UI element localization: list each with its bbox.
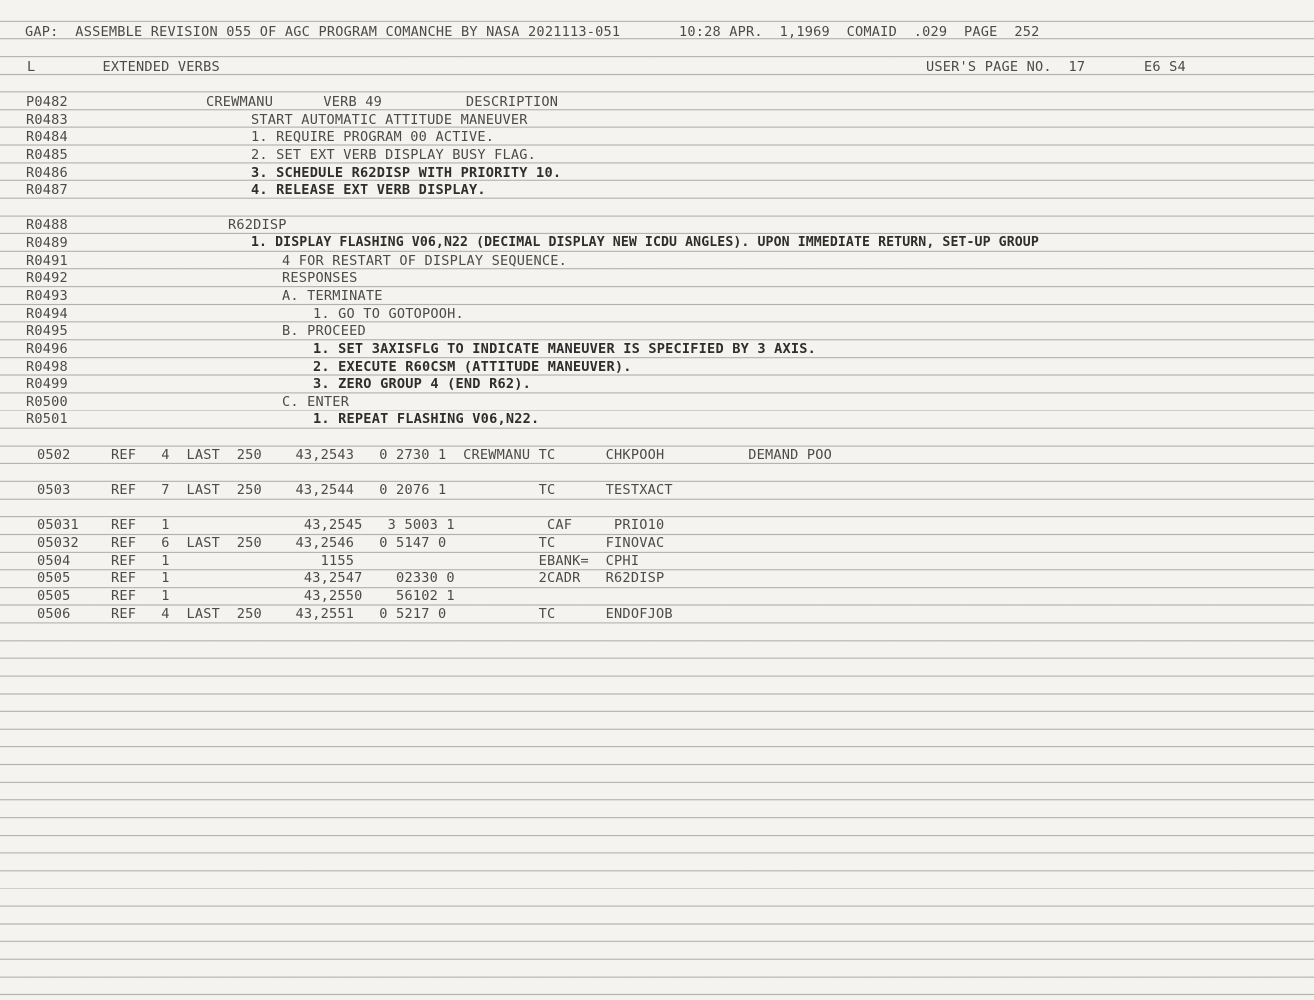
code-loc: 0505	[37, 588, 71, 604]
code-line: REF 1 43,2545 3 5003 1 CAF PRIO10	[111, 517, 665, 533]
remark-id: R0501	[26, 411, 68, 427]
code-line: REF 1 43,2547 02330 0 2CADR R62DISP	[111, 570, 665, 586]
remark-id: R0495	[26, 323, 68, 339]
remark-text: 2. SET EXT VERB DISPLAY BUSY FLAG.	[251, 147, 537, 163]
code-loc: 0506	[37, 606, 71, 622]
code-loc: 0502	[37, 447, 71, 463]
remark-text: 3. SCHEDULE R62DISP WITH PRIORITY 10.	[251, 165, 562, 181]
remark-id: R0500	[26, 394, 68, 410]
remark-id: R0496	[26, 341, 68, 357]
remark-text: A. TERMINATE	[282, 288, 383, 304]
user-page-number: USER'S PAGE NO. 17 E6 S4	[926, 59, 1186, 75]
code-loc: 0503	[37, 482, 71, 498]
remark-text: 3. ZERO GROUP 4 (END R62).	[313, 376, 531, 392]
remark-text: C. ENTER	[282, 394, 350, 410]
remark-id: R0494	[26, 306, 68, 322]
remark-text: 1. SET 3AXISFLG TO INDICATE MANEUVER IS SPECIFIED BY 3 AXIS.	[313, 341, 817, 357]
remark-text: RESPONSES	[282, 270, 358, 286]
remark-text: 1. DISPLAY FLASHING V06,N22 (DECIMAL DISPLAY NEW ICDU ANGLES). UPON IMMEDIATE RETURN, SET-UP GROUP	[251, 235, 1039, 250]
code-loc: 05032	[37, 535, 79, 551]
remark-id: R0487	[26, 182, 68, 198]
code-line: REF 4 LAST 250 43,2543 0 2730 1 CREWMANU TC CHKPOOH DEMAND POO	[111, 447, 833, 463]
remark-text: 1. REQUIRE PROGRAM 00 ACTIVE.	[251, 129, 495, 145]
remark-text: B. PROCEED	[282, 323, 366, 339]
code-line: REF 4 LAST 250 43,2551 0 5217 0 TC ENDOFJOB	[111, 606, 673, 622]
remark-id: R0499	[26, 376, 68, 392]
remark-text: R62DISP	[228, 217, 287, 233]
remark-id: R0488	[26, 217, 68, 233]
remark-id: R0486	[26, 165, 68, 181]
header-line: GAP: ASSEMBLE REVISION 055 OF AGC PROGRAM COMANCHE BY NASA 2021113-051 10:28 APR. 1,1969 COMAID .029 PAGE 252	[25, 24, 1040, 40]
remark-id: P0482	[26, 94, 68, 110]
remark-id: R0491	[26, 253, 68, 269]
code-line: REF 1 43,2550 56102 1	[111, 588, 455, 604]
section-title: L EXTENDED VERBS	[27, 59, 220, 75]
code-line: REF 1 1155 EBANK= CPHI	[111, 553, 640, 569]
remark-text: 2. EXECUTE R60CSM (ATTITUDE MANEUVER).	[313, 359, 632, 375]
remark-text: 1. GO TO GOTOPOOH.	[313, 306, 464, 322]
remark-id: R0489	[26, 235, 68, 251]
remark-text: 4 FOR RESTART OF DISPLAY SEQUENCE.	[282, 253, 568, 269]
code-line: REF 7 LAST 250 43,2544 0 2076 1 TC TESTXACT	[111, 482, 673, 498]
remark-id: R0492	[26, 270, 68, 286]
remark-id: R0484	[26, 129, 68, 145]
remark-id: R0498	[26, 359, 68, 375]
remark-text: 4. RELEASE EXT VERB DISPLAY.	[251, 182, 486, 198]
remark-id: R0483	[26, 112, 68, 128]
code-loc: 05031	[37, 517, 79, 533]
remark-text: CREWMANU VERB 49 DESCRIPTION	[206, 94, 559, 110]
remark-text: 1. REPEAT FLASHING V06,N22.	[313, 411, 540, 427]
remark-id: R0493	[26, 288, 68, 304]
remark-text: START AUTOMATIC ATTITUDE MANEUVER	[251, 112, 528, 128]
remark-id: R0485	[26, 147, 68, 163]
code-loc: 0504	[37, 553, 71, 569]
code-line: REF 6 LAST 250 43,2546 0 5147 0 TC FINOVAC	[111, 535, 665, 551]
code-loc: 0505	[37, 570, 71, 586]
